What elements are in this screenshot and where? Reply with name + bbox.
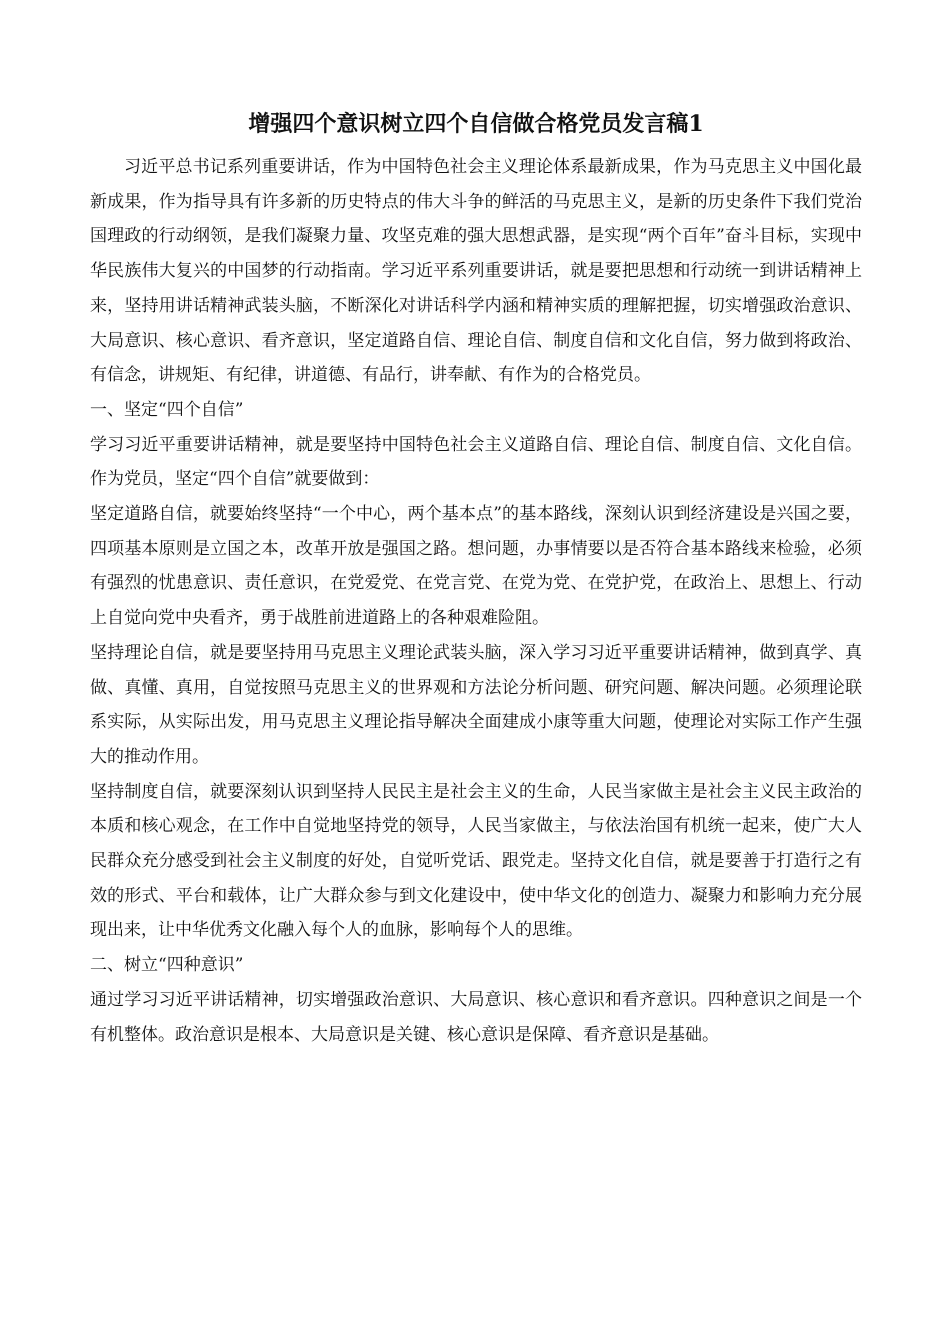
section-heading-1: 一、坚定“四个自信” (90, 399, 244, 420)
document-title: 增强四个意识树立四个自信做合格党员发言稿1 (248, 111, 704, 137)
road-confidence-paragraph: 坚定道路自信，就要始终坚持“一个中心，两个基本点”的基本路线，深刻认识到经济建设是兴国之要，四项基本原则是立国之本，改革开放是强国之路。想问题，办事情要以是否符合基本路线来检验，必须有强烈的忧患意识、责任意识，在党爱党、在党言党、在党为党、在党护党，在政治上、思想上、行动上自觉向党中央看齐，勇于战胜前进道路上的各种艰难险阻。 (90, 504, 862, 629)
four-awareness-paragraph: 通过学习习近平讲话精神，切实增强政治意识、大局意识、核心意识和看齐意识。四种意识之间是一个有机整体。政治意识是根本、大局意识是关键、核心意识是保障、看齐意识是基础。 (90, 989, 862, 1045)
theory-confidence-paragraph: 坚持理论自信，就是要坚持用马克思主义理论武装头脑，深入学习习近平重要讲话精神，做到真学、真做、真懂、真用，自觉按照马克思主义的世界观和方法论分析问题、研究问题、解决问题。必须理论联系实际，从实际出发，用马克思主义理论指导解决全面建成小康等重大问题，使理论对实际工作产生强大的推动作用。 (90, 642, 862, 767)
section-1-intro-paragraph: 学习习近平重要讲话精神，就是要坚持中国特色社会主义道路自信、理论自信、制度自信、文化自信。作为党员，坚定“四个自信”就要做到： (90, 434, 862, 490)
document-page (90, 104, 862, 1052)
section-heading-2: 二、树立“四种意识” (90, 955, 244, 976)
intro-paragraph: 习近平总书记系列重要讲话，作为中国特色社会主义理论体系最新成果，作为马克思主义中国化最新成果，作为指导具有许多新的历史特点的伟大斗争的鲜活的马克思主义，是新的历史条件下我们党治国理政的行动纲领，是我们凝聚力量、攻坚克难的强大思想武器，是实现“两个百年”奋斗目标，实现中华民族伟大复兴的中国梦的行动指南。学习近平系列重要讲话，就是要把思想和行动统一到讲话精神上来，坚持用讲话精神武装头脑，不断深化对讲话科学内涵和精神实质的理解把握，切实增强政治意识、大局意识、核心意识、看齐意识，坚定道路自信、理论自信、制度自信和文化自信，努力做到将政治、有信念，讲规矩、有纪律，讲道德、有品行，讲奉献、有作为的合格党员。 (90, 157, 862, 386)
system-culture-confidence-paragraph: 坚持制度自信，就要深刻认识到坚持人民民主是社会主义的生命，人民当家做主是社会主义民主政治的本质和核心观念，在工作中自觉地坚持党的领导，人民当家做主，与依法治国有机统一起来，使广大人民群众充分感受到社会主义制度的好处，自觉听党话、跟党走。坚持文化自信，就是要善于打造行之有效的形式、平台和载体，让广大群众参与到文化建设中，使中华文化的创造力、凝聚力和影响力充分展现出来，让中华优秀文化融入每个人的血脉，影响每个人的思维。 (90, 781, 862, 941)
